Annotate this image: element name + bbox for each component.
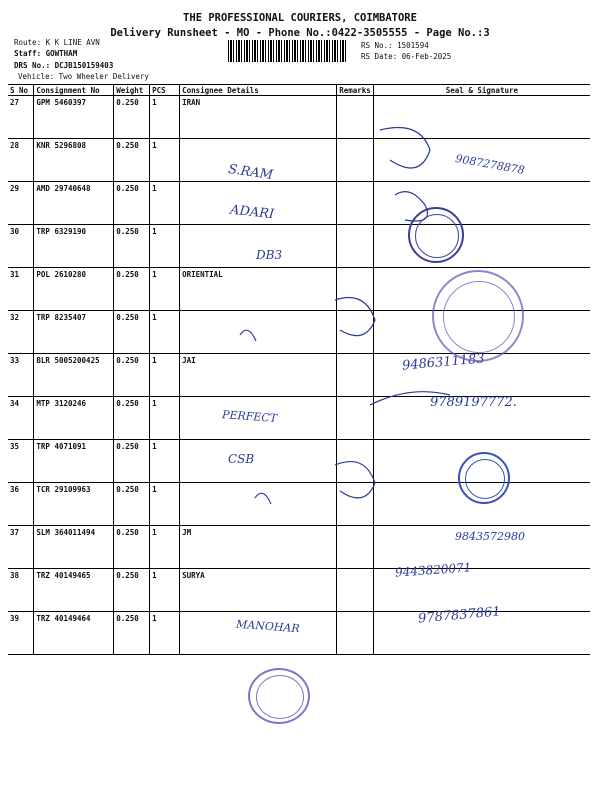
sno-cell: 27 (8, 96, 34, 139)
consignee-cell: JAI (180, 354, 337, 397)
pcs-cell: 1 (150, 268, 180, 311)
signature-scribble-2 (395, 192, 428, 221)
pcs-cell: 1 (150, 139, 180, 182)
consignment-cell: BLR 5005200425 (34, 354, 114, 397)
handwriting-name-1: S.RAM (227, 161, 274, 184)
header-sno: S No (8, 85, 34, 96)
handwriting-phone-1: 9087278878 (454, 152, 526, 177)
signature-scribble-6 (240, 330, 256, 341)
consignment-cell: TRZ 40149465 (34, 569, 114, 612)
sno-cell: 37 (8, 526, 34, 569)
consignment-cell: TCR 29109963 (34, 483, 114, 526)
header-consignment: Consignment No (34, 85, 114, 96)
pcs-cell: 1 (150, 526, 180, 569)
consignment-cell: POL 2610280 (34, 268, 114, 311)
pcs-cell: 1 (150, 354, 180, 397)
pcs-cell: 1 (150, 569, 180, 612)
sno-cell: 30 (8, 225, 34, 268)
pcs-cell: 1 (150, 397, 180, 440)
pcs-cell: 1 (150, 440, 180, 483)
sno-cell: 28 (8, 139, 34, 182)
sno-cell: 34 (8, 397, 34, 440)
handwriting-phone-3: 9789197772. (430, 395, 517, 410)
pcs-cell: 1 (150, 483, 180, 526)
consignee-cell: ORIENTIAL (180, 268, 337, 311)
consignment-cell: TRP 6329190 (34, 225, 114, 268)
pcs-cell: 1 (150, 225, 180, 268)
signature-scribble-4 (370, 392, 450, 405)
sno-cell: 33 (8, 354, 34, 397)
weight-cell: 0.250 (114, 139, 150, 182)
consignment-cell: TRZ 40149464 (34, 612, 114, 655)
rs-date: RS Date: 06-Feb-2025 (361, 52, 452, 61)
pcs-cell: 1 (150, 612, 180, 655)
route-text: Route: K K LINE AVN (14, 38, 100, 47)
consignment-cell: GPM 5460397 (34, 96, 114, 139)
sno-cell: 31 (8, 268, 34, 311)
pcs-cell: 1 (150, 311, 180, 354)
runsheet-subtitle: Delivery Runsheet - MO - Phone No.:0422-3505555 - Page No.:3 (110, 27, 490, 39)
weight-cell: 0.250 (114, 96, 150, 139)
weight-cell: 0.250 (114, 225, 150, 268)
signature-scribble-3 (335, 298, 375, 336)
rs-number: RS No.: 1501594 (361, 41, 429, 50)
header-seal: Seal & Signature (373, 85, 590, 96)
handwriting-phone-4: 9843572980 (455, 530, 525, 543)
weight-cell: 0.250 (114, 569, 150, 612)
handwriting-phone-2: 9486311183 (401, 351, 486, 374)
staff-text: Staff: GOWTHAM (14, 49, 78, 58)
header-consignee: Consignee Details (180, 85, 337, 96)
handwriting-name-4: PERFECT (221, 408, 278, 425)
sno-cell: 38 (8, 569, 34, 612)
weight-cell: 0.250 (114, 612, 150, 655)
consignment-cell: AMD 29740648 (34, 182, 114, 225)
handwriting-name-3: DB3 (256, 248, 283, 262)
sno-cell: 35 (8, 440, 34, 483)
handwriting-name-2: ADARI (229, 202, 275, 223)
sno-cell: 36 (8, 483, 34, 526)
consignment-cell: SLM 364011494 (34, 526, 114, 569)
pcs-cell: 1 (150, 96, 180, 139)
weight-cell: 0.250 (114, 268, 150, 311)
consignee-cell: JM (180, 526, 337, 569)
sno-cell: 39 (8, 612, 34, 655)
consignment-cell: MTP 3120246 (34, 397, 114, 440)
consignee-cell: SURYA (180, 569, 337, 612)
handwriting-phone-6: 9787837861 (417, 604, 502, 627)
sno-cell: 29 (8, 182, 34, 225)
consignee-cell: IRAN (180, 96, 337, 139)
weight-cell: 0.250 (114, 397, 150, 440)
vehicle-text: Vehicle: Two Wheeler Delivery (18, 72, 149, 81)
weight-cell: 0.250 (114, 354, 150, 397)
weight-cell: 0.250 (114, 440, 150, 483)
header-pcs: PCS (150, 85, 180, 96)
header-remarks: Remarks (337, 85, 374, 96)
consignment-cell: TRP 8235407 (34, 311, 114, 354)
signature-scribble-5 (335, 462, 375, 498)
handwriting-phone-5: 9443820071 (394, 560, 472, 580)
consignment-cell: KNR 5296808 (34, 139, 114, 182)
pcs-cell: 1 (150, 182, 180, 225)
weight-cell: 0.250 (114, 526, 150, 569)
handwriting-name-5: CSB (228, 452, 255, 466)
company-title: THE PROFESSIONAL COURIERS, COIMBATORE (183, 12, 417, 24)
sno-cell: 32 (8, 311, 34, 354)
handwriting-name-6: MANOHAR (235, 617, 301, 636)
weight-cell: 0.250 (114, 182, 150, 225)
consignment-cell: TRP 4071091 (34, 440, 114, 483)
weight-cell: 0.250 (114, 311, 150, 354)
signature-scribble-7 (255, 493, 271, 504)
weight-cell: 0.250 (114, 483, 150, 526)
header-weight: Weight (114, 85, 150, 96)
signature-scribble-1 (380, 128, 430, 169)
drs-number: DRS No.: DCJB150159403 (14, 61, 114, 70)
